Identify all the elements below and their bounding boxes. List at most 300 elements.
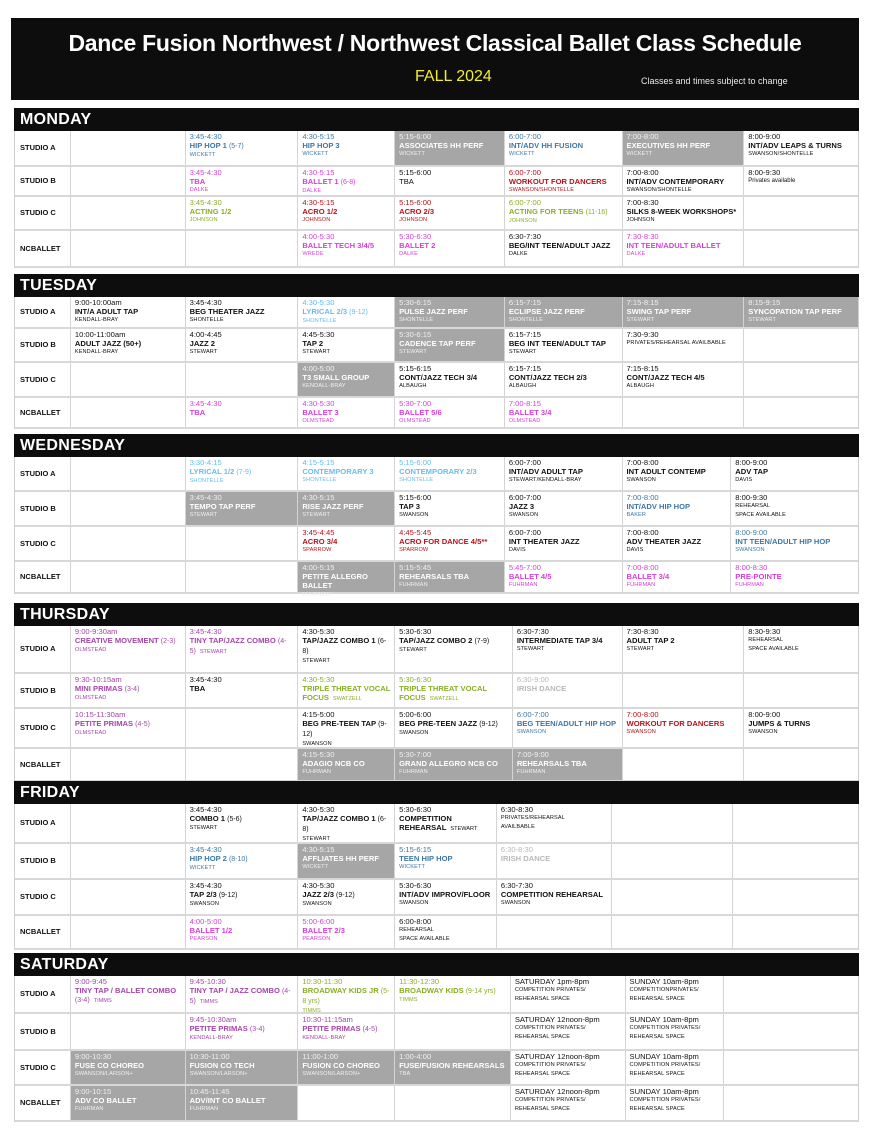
- class-slot[interactable]: [511, 1086, 626, 1120]
- empty-slot: [733, 804, 858, 842]
- availability-heading: SUNDAY 10am-8pm: [629, 1015, 699, 1024]
- class-time: 4:30-5:15: [302, 493, 335, 502]
- class-slot[interactable]: [505, 231, 623, 266]
- class-name: RISE JAZZ PERF: [302, 502, 364, 512]
- empty-slot: [612, 916, 734, 948]
- instructor-name: SWANSON: [399, 512, 429, 519]
- class-slot[interactable]: [298, 1014, 395, 1049]
- class-slot[interactable]: [298, 297, 395, 327]
- class-time: 6:00-7:00: [508, 132, 541, 141]
- availability-heading: SATURDAY 1pm-8pm: [514, 977, 590, 986]
- class-time: 4:30-5:30: [302, 399, 335, 408]
- class-slot[interactable]: [623, 167, 745, 195]
- empty-slot: [71, 527, 186, 560]
- class-slot[interactable]: [71, 1051, 186, 1084]
- class-slot[interactable]: [505, 297, 623, 327]
- availability-note: REHEARSAL: [748, 637, 784, 644]
- class-slot[interactable]: [298, 844, 395, 878]
- class-name: INT ADULT CONTEMP: [626, 467, 706, 477]
- class-slot[interactable]: [186, 131, 299, 165]
- instructor-name: ALBAUGH: [508, 383, 537, 390]
- class-slot[interactable]: [505, 329, 623, 361]
- class-slot[interactable]: [186, 976, 299, 1012]
- instructor-name: SWANSON: [189, 901, 219, 908]
- day-heading: WEDNESDAY: [14, 434, 859, 457]
- instructor-name: WICKETT: [399, 864, 425, 871]
- class-slot[interactable]: [395, 562, 505, 592]
- class-slot[interactable]: [395, 880, 497, 914]
- class-time: 6:00-7:00: [508, 198, 541, 207]
- class-slot[interactable]: [731, 457, 858, 490]
- empty-slot: [744, 231, 858, 266]
- class-slot[interactable]: [186, 297, 299, 327]
- class-slot[interactable]: [511, 1051, 626, 1084]
- age-range: (9-12): [218, 892, 238, 900]
- instructor-name: TIMMS: [302, 1007, 321, 1014]
- class-slot[interactable]: [298, 329, 395, 361]
- availability-note: AVAILBABLE: [500, 824, 535, 831]
- class-name: CONTEMPORARY 3: [302, 467, 374, 477]
- class-name: TINY TAP/JAZZ COMBO: [189, 636, 276, 646]
- class-time: 4:00-5:30: [302, 232, 335, 241]
- class-slot[interactable]: [395, 844, 497, 878]
- class-slot[interactable]: [71, 1086, 186, 1120]
- class-slot[interactable]: [623, 562, 732, 592]
- class-name: TAP 3: [399, 502, 420, 512]
- empty-slot: [71, 844, 186, 878]
- class-slot[interactable]: [298, 527, 395, 560]
- instructor-name: WICKETT: [302, 151, 329, 158]
- class-time: 7:00-8:00: [626, 458, 659, 467]
- instructor-name: STEWART: [302, 835, 331, 842]
- class-time: 7:00-8:00: [626, 493, 659, 502]
- class-slot[interactable]: [395, 709, 513, 747]
- studio-row: [15, 804, 858, 844]
- class-slot[interactable]: [298, 1051, 395, 1084]
- class-name: EXECUTIVES HH PERF: [626, 141, 711, 151]
- class-slot[interactable]: [623, 527, 732, 560]
- class-slot[interactable]: [623, 197, 745, 229]
- studio-label: STUDIO B: [15, 492, 71, 525]
- age-range: (4-5): [135, 721, 150, 729]
- class-slot[interactable]: [186, 457, 299, 490]
- class-name: T3 SMALL GROUP: [302, 373, 370, 383]
- class-name: BALLET 1: [302, 177, 339, 187]
- instructor-name: JOHNSON: [189, 217, 218, 224]
- class-name: ACTING 1/2: [189, 207, 232, 217]
- class-name: MINI PRIMAS: [74, 684, 123, 694]
- class-time: 3:45-4:30: [189, 399, 222, 408]
- class-slot[interactable]: [298, 167, 395, 195]
- class-slot[interactable]: [505, 167, 623, 195]
- class-slot[interactable]: [513, 749, 623, 780]
- class-name: REHEARSALS TBA: [516, 759, 587, 769]
- empty-slot: [623, 749, 745, 780]
- studio-label: STUDIO A: [15, 626, 71, 672]
- class-slot[interactable]: [395, 197, 505, 229]
- class-slot[interactable]: [395, 398, 505, 427]
- class-slot[interactable]: [505, 131, 623, 165]
- class-slot[interactable]: [744, 297, 858, 327]
- class-slot[interactable]: [731, 562, 858, 592]
- studio-rows: [14, 457, 859, 598]
- class-time: 5:30-7:00: [399, 750, 432, 759]
- studio-row: [15, 457, 858, 492]
- class-time: 7:00-8:15: [508, 399, 541, 408]
- class-name: TEMPO TAP PERF: [189, 502, 256, 512]
- class-slot[interactable]: [71, 297, 186, 327]
- age-range: (5-8 yrs): [302, 988, 390, 1006]
- class-time: 3:45-4:30: [189, 132, 222, 141]
- class-time: 7:30-8:30: [626, 232, 659, 241]
- class-slot[interactable]: [186, 167, 299, 195]
- class-slot[interactable]: [626, 1051, 725, 1084]
- class-time: 6:00-7:00: [508, 493, 541, 502]
- class-slot[interactable]: [298, 804, 395, 842]
- studio-rows: [14, 804, 859, 950]
- class-slot[interactable]: [298, 626, 395, 672]
- age-range: (3-4): [124, 686, 140, 694]
- class-slot[interactable]: [497, 844, 612, 878]
- class-slot[interactable]: [513, 674, 623, 707]
- class-time: 7:00-9:00: [516, 750, 549, 759]
- class-name: WORKOUT FOR DANCERS: [508, 177, 607, 187]
- class-slot[interactable]: [623, 709, 745, 747]
- studio-label: STUDIO A: [15, 297, 71, 327]
- class-name: AFFLIATES HH PERF: [302, 854, 379, 864]
- class-slot[interactable]: [71, 329, 186, 361]
- class-time: 4:30-5:30: [302, 298, 335, 307]
- class-time: 10:30-11:00: [189, 1052, 230, 1061]
- class-name: TRIPLE THREAT VOCAL FOCUS: [302, 684, 391, 703]
- instructor-name: BAKER: [626, 512, 647, 519]
- class-slot[interactable]: [623, 297, 745, 327]
- class-time: 5:30-6:15: [399, 330, 432, 339]
- instructor-name: STEWART: [399, 349, 427, 356]
- class-time: 6:15-7:15: [508, 298, 541, 307]
- class-time: 5:30-6:30: [399, 881, 432, 890]
- studio-row: [15, 709, 858, 749]
- studio-rows: [14, 976, 859, 1122]
- class-slot[interactable]: [186, 1086, 299, 1120]
- studio-row: [15, 363, 858, 398]
- availability-note: SPACE AVAILABLE: [735, 512, 786, 519]
- class-slot[interactable]: [395, 363, 505, 396]
- class-slot[interactable]: [744, 131, 858, 165]
- class-slot[interactable]: [513, 709, 623, 747]
- instructor-name: KENDALL-BRAY: [189, 1035, 233, 1042]
- instructor-name: DAVIS: [508, 547, 526, 554]
- class-time: 7:30-8:30: [626, 627, 659, 636]
- class-slot[interactable]: [731, 492, 858, 525]
- instructor-name: SWATZELL: [429, 696, 459, 703]
- class-slot[interactable]: [623, 363, 745, 396]
- class-slot[interactable]: [395, 916, 497, 948]
- class-slot[interactable]: [505, 457, 623, 490]
- class-name: PETITE PRIMAS: [74, 719, 134, 729]
- empty-slot: [71, 231, 186, 266]
- empty-slot: [71, 1014, 186, 1049]
- class-slot[interactable]: [186, 398, 299, 427]
- class-slot[interactable]: [505, 492, 623, 525]
- class-slot[interactable]: [71, 709, 186, 747]
- class-slot[interactable]: [395, 167, 505, 195]
- class-slot[interactable]: [744, 709, 858, 747]
- class-slot[interactable]: [623, 626, 745, 672]
- class-slot[interactable]: [186, 1014, 299, 1049]
- studio-row: [15, 197, 858, 231]
- class-time: 5:30-6:30: [399, 675, 432, 684]
- class-name: ADV TAP: [735, 467, 769, 477]
- class-slot[interactable]: [626, 976, 725, 1012]
- class-time: 1:00-4:00: [399, 1052, 432, 1061]
- class-slot[interactable]: [71, 674, 186, 707]
- class-time: 5:30-6:30: [399, 627, 432, 636]
- studio-label: STUDIO C: [15, 880, 71, 914]
- class-slot[interactable]: [298, 880, 395, 914]
- class-slot[interactable]: [395, 297, 505, 327]
- class-time: 6:00-7:00: [508, 528, 541, 537]
- class-slot[interactable]: [395, 527, 505, 560]
- class-slot[interactable]: [497, 880, 612, 914]
- class-slot[interactable]: [298, 457, 395, 490]
- instructor-name: SPARROW: [302, 547, 332, 554]
- class-name: INT/ADV HIP HOP: [626, 502, 691, 512]
- studio-label: STUDIO B: [15, 329, 71, 361]
- empty-slot: [71, 804, 186, 842]
- class-slot[interactable]: [186, 674, 299, 707]
- class-time: 5:30-7:00: [399, 399, 432, 408]
- class-time: 11:30-12:30: [399, 977, 440, 986]
- day-section-tuesday: [14, 274, 859, 429]
- instructor-name: KENDALL-BRAY: [74, 349, 119, 356]
- age-range: (3-4): [74, 997, 90, 1005]
- age-range: (7-9): [474, 638, 490, 646]
- class-slot[interactable]: [395, 749, 513, 780]
- availability-note: COMPETITION PRIVATES/: [514, 1097, 586, 1104]
- empty-slot: [724, 1051, 858, 1084]
- class-time: 7:00-8:00: [626, 528, 659, 537]
- class-slot[interactable]: [505, 562, 623, 592]
- class-slot[interactable]: [186, 329, 299, 361]
- empty-slot: [298, 1086, 395, 1120]
- class-time: 4:30-5:15: [302, 168, 335, 177]
- class-time: 7:00-8:00: [626, 710, 659, 719]
- class-name: INT/ADV CONTEMPORARY: [626, 177, 725, 187]
- day-heading: TUESDAY: [14, 274, 859, 297]
- class-name: TAP/JAZZ COMBO 1: [302, 636, 376, 646]
- class-time: 5:30-6:15: [399, 298, 432, 307]
- class-slot[interactable]: [186, 197, 299, 229]
- instructor-name: DALKE: [508, 251, 528, 258]
- class-name: ADV CO BALLET: [74, 1096, 137, 1106]
- class-time: 3:45-4:30: [189, 805, 222, 814]
- class-time: 4:45-5:30: [302, 330, 335, 339]
- class-slot[interactable]: [298, 709, 395, 747]
- day-section-monday: [14, 108, 859, 268]
- studio-row: [15, 916, 858, 950]
- class-slot[interactable]: [186, 880, 299, 914]
- class-slot[interactable]: [186, 1051, 299, 1084]
- class-slot[interactable]: [623, 457, 732, 490]
- studio-label: STUDIO B: [15, 1014, 71, 1049]
- class-name: CREATIVE MOVEMENT: [74, 636, 159, 646]
- instructor-name: SWANSON: [748, 729, 778, 736]
- empty-slot: [497, 916, 612, 948]
- class-name: ACRO 3/4: [302, 537, 338, 547]
- class-time: 3:45-4:30: [189, 845, 222, 854]
- class-slot[interactable]: [186, 492, 299, 525]
- class-slot[interactable]: [497, 804, 612, 842]
- class-slot[interactable]: [395, 626, 513, 672]
- studio-row: [15, 976, 858, 1014]
- class-slot[interactable]: [731, 527, 858, 560]
- class-name: ASSOCIATES HH PERF: [399, 141, 484, 151]
- class-slot[interactable]: [395, 674, 513, 707]
- class-slot[interactable]: [626, 1086, 725, 1120]
- class-name: BROADWAY KIDS: [399, 986, 464, 996]
- class-time: 10:45-11:45: [189, 1087, 230, 1096]
- class-slot[interactable]: [505, 527, 623, 560]
- instructor-name: ALBAUGH: [626, 383, 654, 390]
- studio-row: [15, 1051, 858, 1086]
- class-time: 9:45-10:30am: [189, 1015, 237, 1024]
- class-name: PETITE PRIMAS: [189, 1024, 248, 1034]
- studio-label: NCBALLET: [15, 749, 71, 780]
- class-slot[interactable]: [395, 457, 505, 490]
- class-slot[interactable]: [395, 1051, 511, 1084]
- class-time: 4:30-5:15: [302, 132, 335, 141]
- class-slot[interactable]: [71, 976, 186, 1012]
- empty-slot: [186, 709, 299, 747]
- class-slot[interactable]: [626, 1014, 725, 1049]
- instructor-name: WICKETT: [626, 151, 653, 158]
- class-slot[interactable]: [298, 976, 395, 1012]
- season-label: FALL 2024: [415, 68, 492, 85]
- class-slot[interactable]: [298, 197, 395, 229]
- class-slot[interactable]: [298, 674, 395, 707]
- instructor-name: KENDALL-BRAY: [302, 1035, 346, 1042]
- class-slot[interactable]: [505, 363, 623, 396]
- studio-row: [15, 1086, 858, 1122]
- age-range: (5-6): [227, 816, 242, 824]
- instructor-name: SWANSON: [626, 477, 656, 484]
- class-name: WORKOUT FOR DANCERS: [626, 719, 725, 729]
- class-slot[interactable]: [505, 398, 623, 427]
- age-range: (9-12): [349, 309, 368, 317]
- availability-note: COMPETITION PRIVATES/: [514, 1062, 586, 1069]
- availability-heading: SATURDAY 12noon-8pm: [514, 1087, 600, 1096]
- class-name: BEG THEATER JAZZ: [189, 307, 265, 317]
- class-slot[interactable]: [511, 1014, 626, 1049]
- class-slot[interactable]: [298, 131, 395, 165]
- age-range: (4-5): [362, 1026, 378, 1034]
- age-range: (3-4): [249, 1026, 265, 1034]
- class-slot[interactable]: [298, 231, 395, 266]
- class-slot[interactable]: [395, 804, 497, 842]
- class-slot[interactable]: [395, 329, 505, 361]
- class-slot[interactable]: [395, 976, 511, 1012]
- class-slot[interactable]: [395, 131, 505, 165]
- class-time: 10:30-11:30: [302, 977, 343, 986]
- class-slot[interactable]: [395, 492, 505, 525]
- studio-label: STUDIO A: [15, 131, 71, 165]
- instructor-name: DALKE: [302, 188, 322, 195]
- instructor-name: SHONTELLE: [302, 318, 337, 325]
- class-slot[interactable]: [298, 749, 395, 780]
- availability-heading: SUNDAY 10am-8pm: [629, 977, 699, 986]
- studio-label: STUDIO A: [15, 804, 71, 842]
- age-range: (8-10): [228, 856, 248, 864]
- class-time: 4:00-5:15: [302, 563, 335, 572]
- class-slot[interactable]: [186, 804, 299, 842]
- class-slot[interactable]: [298, 492, 395, 525]
- class-name: TINY TAP / BALLET COMBO: [74, 986, 177, 996]
- class-note: TBA: [399, 177, 414, 187]
- instructor-name: DALKE: [189, 187, 209, 194]
- class-time: 9:00-10:30: [74, 1052, 112, 1061]
- class-name: SWING TAP PERF: [626, 307, 692, 317]
- empty-slot: [71, 880, 186, 914]
- class-slot[interactable]: [186, 916, 299, 948]
- class-time: 4:00-4:45: [189, 330, 222, 339]
- class-name: INTERMEDIATE TAP 3/4: [516, 636, 603, 646]
- class-slot[interactable]: [623, 131, 745, 165]
- age-range: (9-12): [336, 892, 355, 900]
- class-name: BEG PRE-TEEN JAZZ: [399, 719, 478, 729]
- instructor-name: STEWART: [748, 317, 776, 324]
- instructor-name: ALBAUGH: [399, 383, 427, 390]
- class-slot[interactable]: [513, 626, 623, 672]
- class-slot[interactable]: [298, 363, 395, 396]
- class-slot[interactable]: [298, 398, 395, 427]
- class-time: 6:15-7:15: [508, 330, 541, 339]
- class-time: 3:45-4:30: [189, 168, 222, 177]
- class-slot[interactable]: [395, 231, 505, 266]
- class-name: INT/ADV LEAPS & TURNS: [748, 141, 842, 151]
- class-time: 10:15-11:30am: [74, 710, 126, 719]
- class-slot[interactable]: [298, 916, 395, 948]
- instructor-name: SHONTELLE: [189, 317, 224, 324]
- class-name: ADV THEATER JAZZ: [626, 537, 702, 547]
- class-slot[interactable]: [505, 197, 623, 229]
- instructor-name: FUHRMAN: [399, 582, 428, 589]
- class-slot[interactable]: [623, 329, 745, 361]
- class-name: COMPETITION REHEARSAL: [399, 814, 452, 833]
- class-name: LYRICAL 2/3: [302, 307, 348, 317]
- availability-note: REHEARSAL: [735, 503, 771, 510]
- class-slot[interactable]: [186, 844, 299, 878]
- class-slot[interactable]: [298, 562, 395, 598]
- class-slot[interactable]: [623, 492, 732, 525]
- class-name: INT/ADV ADULT TAP: [508, 467, 583, 477]
- class-slot[interactable]: [186, 626, 299, 672]
- class-time: 10:30-11:15am: [302, 1015, 353, 1024]
- class-slot[interactable]: [744, 626, 858, 672]
- class-time: 7:00-8:00: [626, 168, 659, 177]
- class-slot[interactable]: [623, 231, 745, 266]
- class-slot[interactable]: [744, 167, 858, 195]
- class-slot[interactable]: [71, 626, 186, 672]
- studio-row: [15, 527, 858, 562]
- instructor-name: WICKETT: [189, 152, 216, 159]
- class-name: COMPETITION REHEARSAL: [500, 890, 603, 900]
- day-section-saturday: [14, 953, 859, 1122]
- class-slot[interactable]: [511, 976, 626, 1012]
- availability-note: REHEARSAL SPACE: [629, 1034, 685, 1041]
- instructor-name: OLMSTEAD: [74, 695, 107, 702]
- studio-label: NCBALLET: [15, 1086, 71, 1120]
